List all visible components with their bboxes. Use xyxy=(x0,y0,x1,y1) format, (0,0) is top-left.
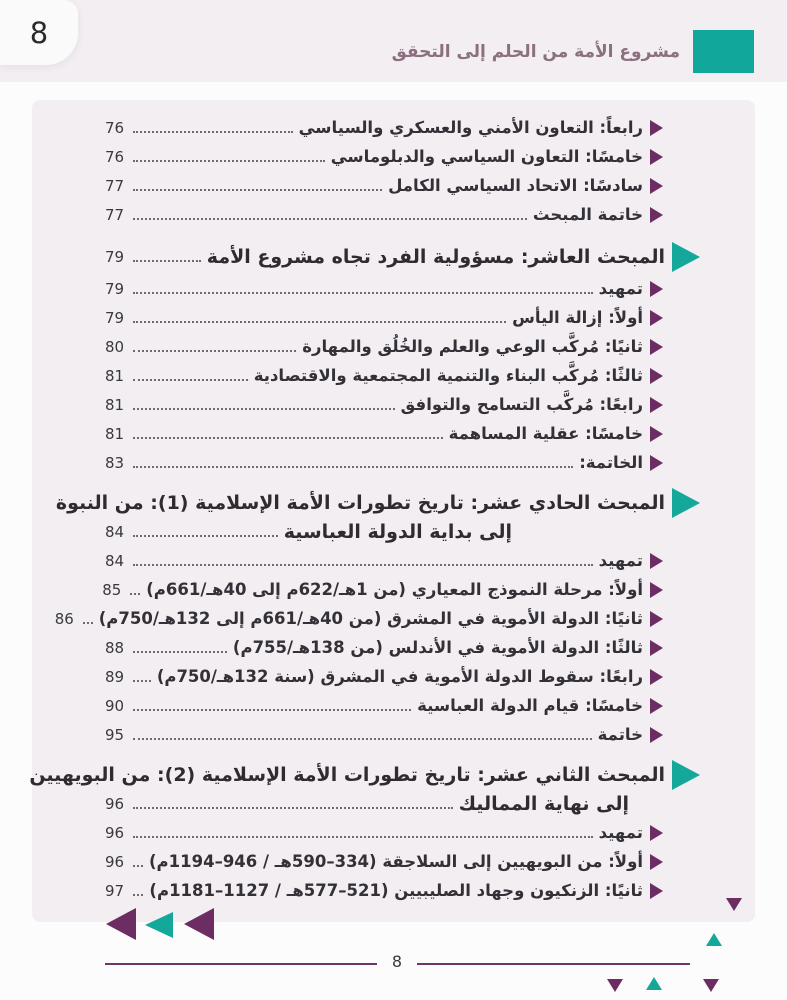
dot-leader xyxy=(133,807,453,809)
dot-leader xyxy=(133,437,443,439)
toc-page-number: 84 xyxy=(105,551,125,570)
toc-entry[interactable] xyxy=(32,390,755,419)
toc-entry-title: خاتمة المبحث xyxy=(532,205,643,224)
dot-leader xyxy=(133,535,278,537)
triangle-left-purple-icon xyxy=(650,178,663,194)
dot-leader xyxy=(133,680,151,682)
toc-page-number: 89 xyxy=(105,667,125,686)
toc-entry[interactable] xyxy=(32,113,755,142)
triangle-left-purple-icon xyxy=(650,669,663,685)
triangle-up-teal-icon xyxy=(646,977,662,990)
triangle-down-purple-icon xyxy=(703,979,719,992)
toc-page-number: 83 xyxy=(105,453,125,472)
triangle-down-purple-icon xyxy=(607,979,623,992)
toc-entry[interactable] xyxy=(32,720,755,749)
dot-leader xyxy=(133,218,527,220)
dot-leader xyxy=(133,189,382,191)
toc-page-number: 81 xyxy=(105,395,125,414)
dot-leader xyxy=(130,593,140,595)
toc-page-number: 79 xyxy=(105,279,125,298)
toc-section-title: المبحث الثاني عشر: تاريخ تطورات الأمة الإسلامية (2): من البويهيين xyxy=(29,764,665,786)
toc-section-title-continued: إلى بداية الدولة العباسية xyxy=(283,521,512,543)
dot-leader xyxy=(133,738,592,740)
dot-leader xyxy=(133,350,296,352)
dot-leader xyxy=(133,260,201,262)
toc-page-number: 96 xyxy=(105,852,125,871)
toc-entry-title: أولاً: إزالة اليأس xyxy=(512,308,643,327)
toc-entry[interactable] xyxy=(32,818,755,847)
toc-page-number: 76 xyxy=(105,147,125,166)
toc-entry-title: ثانيًا: مُركَّب الوعي والعلم والخُلُق والمهارة xyxy=(302,337,643,356)
toc-entry[interactable] xyxy=(32,303,755,332)
dot-leader xyxy=(133,160,325,162)
toc-section[interactable] xyxy=(29,760,755,818)
toc-entry[interactable] xyxy=(32,332,755,361)
triangle-left-purple-icon xyxy=(650,854,663,870)
footer-page-number: 8 xyxy=(391,952,403,971)
toc-entry[interactable] xyxy=(32,142,755,171)
toc-page-number: 77 xyxy=(105,205,125,224)
triangle-left-teal-icon xyxy=(145,912,173,938)
triangle-left-purple-icon xyxy=(650,149,663,165)
toc-page-number: 96 xyxy=(105,795,125,813)
dot-leader xyxy=(133,865,143,867)
toc-entry[interactable] xyxy=(32,419,755,448)
triangle-left-purple-icon xyxy=(650,727,663,743)
toc-page-number: 95 xyxy=(105,725,125,744)
toc-entry-title: ثانيًا: الدولة الأموية في المشرق (من 40هـ/661م إلى 132هـ/750م) xyxy=(98,609,643,628)
toc-entry[interactable] xyxy=(32,200,755,229)
toc-card xyxy=(29,100,755,922)
triangle-left-purple-icon xyxy=(650,310,663,326)
toc-section[interactable] xyxy=(32,488,755,546)
toc-entry[interactable] xyxy=(32,691,755,720)
toc-entry-title: الخاتمة: xyxy=(579,453,643,472)
toc-page-number: 79 xyxy=(105,308,125,327)
toc-entry-title: خامسًا: عقلية المساهمة xyxy=(448,424,643,443)
corner-page-number-badge xyxy=(0,0,78,65)
triangle-left-purple-icon xyxy=(650,207,663,223)
toc-entry-title: تمهيد xyxy=(598,551,643,570)
corner-page-number: 8 xyxy=(29,15,49,50)
triangle-down-purple-icon xyxy=(726,898,742,911)
toc-entry-title: سادسًا: الاتحاد السياسي الكامل xyxy=(388,176,643,195)
toc-section-line2 xyxy=(105,790,700,818)
toc-page-number: 84 xyxy=(105,523,125,541)
toc-entry-title: أولاً: مرحلة النموذج المعياري (من 1هـ/622م إلى 40هـ/661م) xyxy=(146,580,643,599)
toc-entry-title: رابعاً: التعاون الأمني والعسكري والسياسي xyxy=(298,118,643,137)
toc-list xyxy=(29,113,755,905)
toc-entry[interactable] xyxy=(32,604,755,633)
toc-entry[interactable] xyxy=(32,662,755,691)
toc-entry[interactable] xyxy=(32,546,755,575)
toc-entry-title: خامسًا: قيام الدولة العباسية xyxy=(417,696,643,715)
dot-leader xyxy=(133,321,506,323)
triangle-left-purple-icon xyxy=(650,582,663,598)
triangle-left-teal-icon xyxy=(672,488,700,518)
toc-entry-title: تمهيد xyxy=(598,823,643,842)
toc-entry[interactable] xyxy=(32,633,755,662)
triangle-left-purple-icon xyxy=(650,397,663,413)
toc-entry-title: ثالثًا: الدولة الأموية في الأندلس (من 138هـ/755م) xyxy=(232,638,643,657)
toc-entry-title: رابعًا: مُركَّب التسامح والتوافق xyxy=(400,395,643,414)
toc-page-number: 86 xyxy=(54,609,74,628)
triangle-left-purple-icon xyxy=(650,825,663,841)
toc-page-number: 96 xyxy=(105,823,125,842)
header-accent-square-icon xyxy=(693,30,754,73)
dot-leader xyxy=(83,622,93,624)
toc-entry[interactable] xyxy=(32,171,755,200)
toc-page-number: 76 xyxy=(105,118,125,137)
toc-entry-title: تمهيد xyxy=(598,279,643,298)
toc-page-number: 85 xyxy=(102,580,122,599)
toc-section-line1 xyxy=(55,488,700,518)
toc-entry[interactable] xyxy=(32,876,755,905)
header-bar xyxy=(0,0,787,82)
dot-leader xyxy=(133,131,293,133)
triangle-left-purple-icon xyxy=(650,883,663,899)
dot-leader xyxy=(133,379,248,381)
triangle-left-purple-icon xyxy=(650,281,663,297)
toc-section-line2 xyxy=(105,518,700,546)
toc-entry[interactable] xyxy=(32,448,755,477)
dot-leader xyxy=(133,651,227,653)
triangle-left-purple-icon xyxy=(650,120,663,136)
triangle-left-purple-icon xyxy=(650,426,663,442)
toc-page-number: 97 xyxy=(105,881,125,900)
triangle-left-purple-icon xyxy=(650,640,663,656)
triangle-left-purple-icon xyxy=(650,553,663,569)
running-head xyxy=(392,30,754,73)
triangle-left-purple-icon xyxy=(650,455,663,471)
toc-page-number: 81 xyxy=(105,366,125,385)
triangle-left-purple-icon xyxy=(650,611,663,627)
toc-entry-title: ثالثًا: مُركَّب البناء والتنمية المجتمعية والاقتصادية xyxy=(253,366,643,385)
toc-section-line1 xyxy=(29,760,700,790)
toc-page-number: 79 xyxy=(105,248,125,266)
dot-leader xyxy=(133,836,593,838)
toc-entry-title: أولاً: من البويهيين إلى السلاجقة (334–590هـ / 946–1194م) xyxy=(149,852,643,871)
toc-entry[interactable] xyxy=(32,847,755,876)
dot-leader xyxy=(133,408,395,410)
triangle-left-purple-icon xyxy=(650,339,663,355)
dot-leader xyxy=(133,466,573,468)
toc-entry-title: المبحث العاشر: مسؤولية الفرد تجاه مشروع الأمة xyxy=(206,246,665,268)
dot-leader xyxy=(133,292,593,294)
running-title: مشروع الأمة من الحلم إلى التحقق xyxy=(391,41,680,62)
triangle-left-purple-icon xyxy=(650,698,663,714)
toc-page-number: 88 xyxy=(105,638,125,657)
triangle-left-purple-icon xyxy=(184,908,214,940)
triangle-left-purple-icon xyxy=(106,908,136,940)
toc-page-number: 81 xyxy=(105,424,125,443)
footer-rule-right xyxy=(417,963,690,965)
dot-leader xyxy=(133,564,593,566)
toc-section-title-continued: إلى نهاية المماليك xyxy=(458,793,629,815)
dot-leader xyxy=(133,894,143,896)
toc-entry-title: رابعًا: سقوط الدولة الأموية في المشرق (سنة 132هـ/750م) xyxy=(156,667,643,686)
toc-entry[interactable] xyxy=(32,274,755,303)
triangle-left-teal-icon xyxy=(672,760,700,790)
toc-section[interactable] xyxy=(32,240,755,274)
toc-section-title: المبحث الحادي عشر: تاريخ تطورات الأمة الإسلامية (1): من النبوة xyxy=(55,492,665,514)
toc-entry-title: خامسًا: التعاون السياسي والدبلوماسي xyxy=(330,147,643,166)
triangle-left-purple-icon xyxy=(650,368,663,384)
footer-rule-left xyxy=(105,963,377,965)
toc-entry-title: خاتمة xyxy=(597,725,643,744)
toc-page-number: 80 xyxy=(105,337,125,356)
dot-leader xyxy=(133,709,411,711)
toc-page-number: 77 xyxy=(105,176,125,195)
toc-entry[interactable] xyxy=(32,361,755,390)
toc-page-number: 90 xyxy=(105,696,125,715)
toc-entry[interactable] xyxy=(32,575,755,604)
triangle-up-teal-icon xyxy=(706,933,722,946)
toc-entry-title: ثانيًا: الزنكيون وجهاد الصليبيين (521–577هـ / 1127–1181م) xyxy=(149,881,643,900)
triangle-left-teal-icon xyxy=(672,242,700,272)
